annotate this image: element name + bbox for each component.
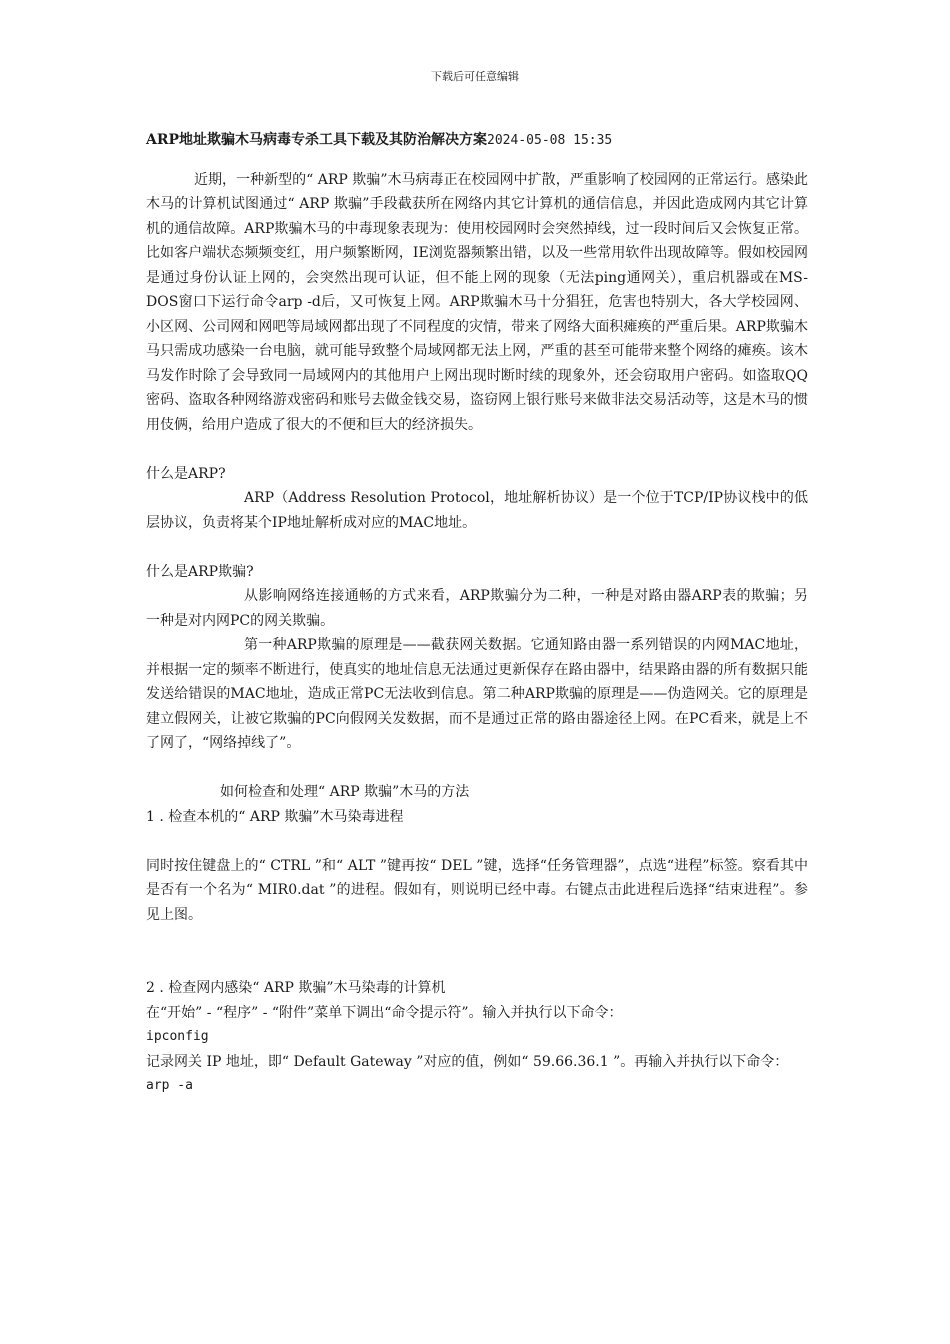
page-header-note: 下载后可任意编辑 — [431, 70, 519, 83]
command-arp-a: arp -a — [146, 1078, 193, 1093]
step-1-heading: 1 . 检查本机的“ ARP 欺骗”木马染毒进程 — [146, 808, 404, 825]
section-heading-methods: 如何检查和处理“ ARP 欺骗”木马的方法 — [220, 784, 470, 800]
section-heading-what-is-arp-spoofing: 什么是ARP欺骗? — [146, 563, 254, 580]
step-2-paragraph-1: 在“开始” - “程序” - “附件”菜单下调出“命令提示符”。输入并执行以下命令： — [146, 1004, 623, 1021]
command-ipconfig: ipconfig — [146, 1029, 209, 1044]
step-2-heading: 2 . 检查网内感染“ ARP 欺骗”木马染毒的计算机 — [146, 980, 446, 996]
article-title: ARP地址欺骗木马病毒专杀工具下载及其防治解决方案 — [146, 132, 488, 148]
step-1-paragraph: 同时按住键盘上的“ CTRL ”和“ ALT ”键再按“ DEL ”键，选择“任务管理器”，点选“进程”标签。察看其中是否有一个名为“ MIR0.dat ”的进程。假如有，则说明已经中毒。右键点击此进程后选择“结束进程”。参见上图。 — [146, 857, 808, 923]
arp-spoofing-types-paragraph: 从影响网络连接通畅的方式来看，ARP欺骗分为二种，一种是对路由器ARP表的欺骗；另一种是对内网PC的网关欺骗。 — [146, 588, 808, 629]
arp-spoofing-principle-paragraph: 第一种ARP欺骗的原理是——截获网关数据。它通知路由器一系列错误的内网MAC地址，并根据一定的频率不断进行，使真实的地址信息无法通过更新保存在路由器中，结果路由器的所有数据只能发送给错误的MAC地址，造成正常PC无法收到信息。第二种ARP欺骗的原理是——伪造网关。它的原理是建立假网关，让被它欺骗的PC向假网关发数据，而不是通过正常的路由器途径上网。在PC看来，就是上不了网了，“网络掉线了”。 — [146, 637, 808, 751]
what-is-arp-paragraph: ARP（Address Resolution Protocol，地址解析协议）是一个位于TCP/IP协议栈中的低层协议，负责将某个IP地址解析成对应的MAC地址。 — [146, 490, 808, 531]
article-date: 2024-05-08 15:35 — [487, 133, 613, 148]
article-body — [146, 128, 808, 1099]
article-title-line — [146, 128, 808, 154]
section-heading-what-is-arp: 什么是ARP? — [146, 465, 226, 482]
step-2-paragraph-2: 记录网关 IP 地址，即“ Default Gateway ”对应的值，例如“ 59.66.36.1 ”。再输入并执行以下命令： — [146, 1053, 789, 1070]
intro-paragraph: 近期，一种新型的“ ARP 欺骗”木马病毒正在校园网中扩散，严重影响了校园网的正常运行。感染此木马的计算机试图通过“ ARP 欺骗”手段截获所在网络内其它计算机的通信信息，并因此造成网内其它计算机的通信故障。ARP欺骗木马的中毒现象表现为：使用校园网时会突然掉线，过一段时间后又会恢复正常。比如客户端状态频频变红，用户频繁断网，IE浏览器频繁出错，以及一些常用软件出现故障等。假如校园网是通过身份认证上网的，会突然出现可认证，但不能上网的现象（无法ping通网关），重启机器或在MS-DOS窗口下运行命令arp -d后，又可恢复上网。ARP欺骗木马十分猖狂，危害也特别大，各大学校园网、小区网、公司网和网吧等局域网都出现了不同程度的灾情，带来了网络大面积瘫痪的严重后果。ARP欺骗木马只需成功感染一台电脑，就可能导致整个局域网都无法上网，严重的甚至可能带来整个网络的瘫痪。该木马发作时除了会导致同一局域网内的其他用户上网出现时断时续的现象外，还会窃取用户密码。如盗取QQ密码、盗取各种网络游戏密码和账号去做金钱交易，盗窃网上银行账号来做非法交易活动等，这是木马的惯用伎俩，给用户造成了很大的不便和巨大的经济损失。 — [146, 171, 808, 433]
